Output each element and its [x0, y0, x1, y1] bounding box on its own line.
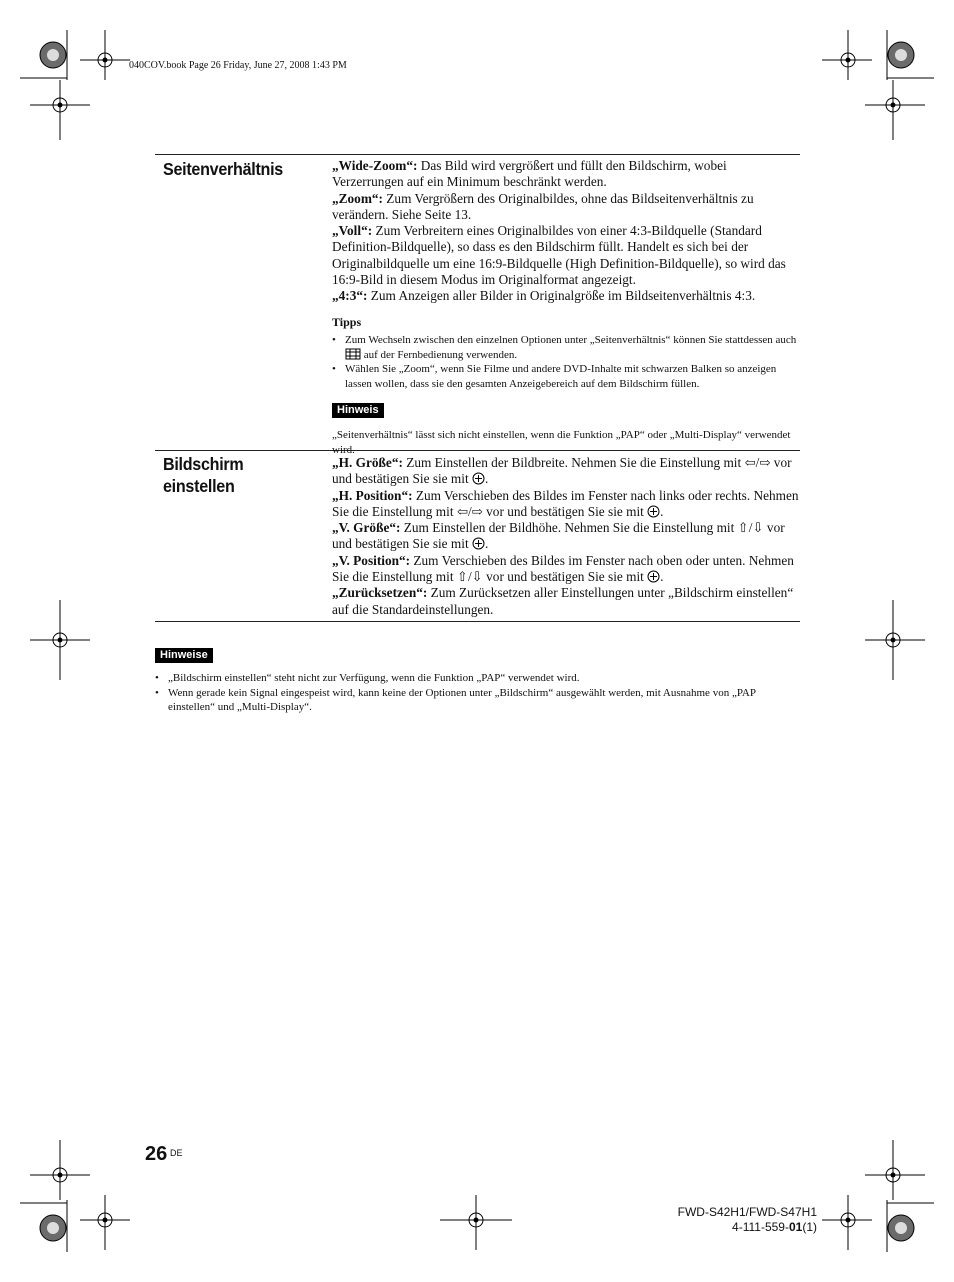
option-v-position: „V. Position“: Zum Verschieben des Bildes im Fenster nach oben oder unten. Nehmen Sie die Einstellung mit ⇧/⇩ vor und bestätigen Sie sie mit .: [332, 552, 794, 585]
option-reset: „Zurücksetzen“: Zum Zurücksetzen aller Einstellungen unter „Bildschirm einstellen“ auf die Standardeinstellungen.: [332, 585, 794, 617]
tips-heading: Tipps: [332, 314, 362, 329]
option-h-size: „H. Größe“: Zum Einstellen der Bildbreite. Nehmen Sie die Einstellung mit ⇦/⇨ vor und bestätigen Sie sie mit .: [332, 455, 792, 487]
up-down-arrows-icon: ⇧/⇩: [456, 569, 483, 585]
notes-tag: Hinweise: [155, 648, 213, 663]
page-number: 26: [145, 1143, 168, 1165]
note-tag: Hinweis: [332, 403, 384, 418]
option-zoom: „Zoom“: Zum Vergrößern des Originalbildes, ohne das Bildseitenverhältnis zu verändern. Siehe Seite 13.: [332, 190, 754, 222]
left-right-arrows-icon: ⇦/⇨: [456, 503, 483, 519]
enter-button-icon: [647, 505, 660, 518]
document-code: 4-111-559-01(1): [732, 1220, 817, 1234]
wide-mode-icon: [345, 348, 361, 360]
option-4-3: „4:3“: Zum Anzeigen aller Bilder in Originalgröße im Bildseitenverhältnis 4:3.: [332, 288, 756, 304]
definition-aspect-ratio: [332, 158, 800, 458]
model-number: FWD-S42H1/FWD-S47H1: [677, 1205, 817, 1219]
enter-button-icon: [647, 570, 660, 583]
note-item: • Wenn gerade kein Signal eingespeist wird, kann keine der Optionen unter „Bildschirm“ ausgewählt werden, mit Ausnahme von „PAP einstellen“ und „Multi-Display“.: [155, 686, 805, 715]
tip-item: • Wählen Sie „Zoom“, wenn Sie Filme und andere DVD-Inhalte mit schwarzen Balken so anzeigen lassen wollen, dass sie den gesamten Anzeigebereich auf dem Bildschirm füllen.: [332, 362, 800, 391]
up-down-arrows-icon: ⇧/⇩: [737, 520, 764, 536]
option-voll: „Voll“: Zum Verbreitern eines Originalbildes von einer 4:3-Bildquelle (Standard Definition-Bildquelle), so dass es den Bildschirm füllt. Handelt es sich bei der Originalbildquelle um eine 16:9-Bildquelle (High Definition-Bildquelle), so wird das 16:9-Bild in diesem Modus im Originalformat angezeigt.: [332, 223, 786, 288]
page-language: DE: [170, 1148, 183, 1158]
notes-section: [155, 645, 805, 715]
table-top-rule: [155, 154, 800, 155]
note-item: • „Bildschirm einstellen“ steht nicht zur Verfügung, wenn die Funktion „PAP“ verwendet wird.: [155, 671, 805, 686]
left-right-arrows-icon: ⇦/⇨: [744, 455, 771, 470]
note-text: „Seitenverhältnis“ lässt sich nicht einstellen, wenn die Funktion „PAP“ oder „Multi-Display“ verwendet wird.: [332, 429, 791, 456]
term-screen-adjust: Bildschirm einstellen: [163, 454, 244, 496]
definition-screen-adjust: [332, 455, 800, 618]
option-wide-zoom: „Wide-Zoom“: Das Bild wird vergrößert und füllt den Bildschirm, wobei Verzerrungen auf ein Minimum beschränkt werden.: [332, 158, 727, 190]
tip-item: • Zum Wechseln zwischen den einzelnen Optionen unter „Seitenverhältnis“ können Sie stattdessen auch auf der Fernbedienung verwenden.: [332, 333, 800, 362]
enter-button-icon: [472, 472, 485, 485]
notes-list: [155, 671, 805, 715]
enter-button-icon: [472, 537, 485, 550]
table-bottom-rule: [155, 621, 800, 622]
model-info: [678, 1205, 817, 1235]
tips-list: [332, 333, 800, 391]
option-v-size: „V. Größe“: Zum Einstellen der Bildhöhe. Nehmen Sie die Einstellung mit ⇧/⇩ vor und bestätigen Sie sie mit .: [332, 520, 785, 552]
term-aspect-ratio: Seitenverhältnis: [163, 159, 283, 179]
option-h-position: „H. Position“: Zum Verschieben des Bildes im Fenster nach links oder rechts. Nehmen Sie die Einstellung mit ⇦/⇨ vor und bestätigen Sie sie mit .: [332, 487, 799, 519]
file-info-header: 040COV.book Page 26 Friday, June 27, 2008 1:43 PM: [129, 60, 347, 71]
